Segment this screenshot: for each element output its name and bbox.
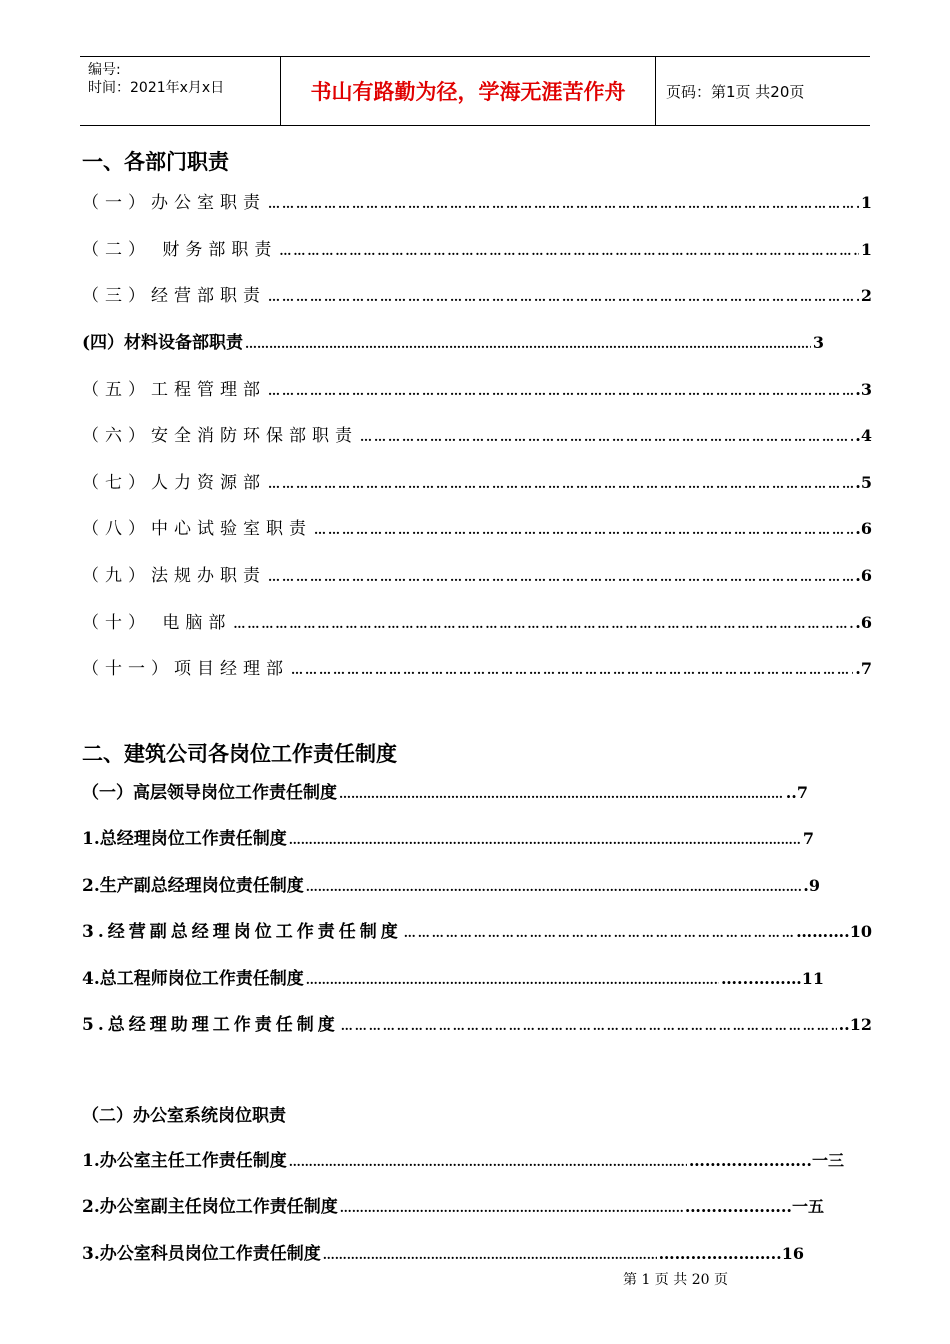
toc-leader (268, 384, 853, 398)
page-footer: 第 1 页 共 20 页 (623, 1272, 728, 1288)
toc-leader (339, 787, 784, 801)
toc-leader (268, 197, 859, 211)
toc-page: .9 (803, 876, 820, 895)
toc-entry[interactable] (82, 281, 872, 306)
toc-label: （十） 电脑部 (82, 613, 232, 633)
toc-label: 3.办公室科员岗位工作责任制度 (82, 1244, 321, 1264)
toc-page: .6 (855, 566, 872, 585)
toc-leader (245, 337, 811, 351)
toc-leader (340, 1201, 683, 1215)
toc-entry[interactable] (82, 421, 872, 446)
header-motto: 书山有路勤为径，学海无涯苦作舟 (281, 57, 656, 125)
document-header (80, 56, 870, 126)
toc-label: (四）材料设备部职责 (82, 333, 244, 353)
toc-label: （九）法规办职责 (82, 566, 266, 586)
toc-leader (291, 663, 853, 677)
toc-page: 3 (812, 333, 824, 352)
toc-leader (323, 1248, 657, 1262)
toc-entry[interactable] (82, 917, 872, 942)
toc-label: （六）安全消防环保部职责 (82, 426, 358, 446)
toc-page: ..7 (785, 783, 808, 802)
toc-label: （七）人力资源部 (82, 473, 266, 493)
toc-entry[interactable] (82, 824, 814, 849)
toc-page: 1 (860, 193, 872, 212)
toc-entry[interactable] (82, 514, 872, 539)
toc-label: 2.办公室副主任岗位工作责任制度 (82, 1197, 338, 1217)
time-label: 时间：2021年x月x日 (88, 80, 225, 96)
toc-entry[interactable] (82, 1192, 824, 1217)
toc-label: （十一）项目经理部 (82, 659, 289, 679)
toc-label: 1.总经理岗位工作责任制度 (82, 829, 287, 849)
toc-label: （一）办公室职责 (82, 193, 266, 213)
toc-entry[interactable] (82, 561, 872, 586)
toc-page: .7 (855, 659, 872, 678)
toc-leader (360, 430, 853, 444)
toc-page: .3 (855, 380, 872, 399)
section-title: 一、各部门职责 (82, 150, 229, 174)
toc-leader (306, 973, 719, 987)
toc-label: 3.经营副总经理岗位工作责任制度 (82, 922, 402, 942)
toc-entry[interactable] (82, 235, 872, 260)
header-meta (80, 57, 281, 125)
toc-page: ………………..一五 (684, 1197, 824, 1216)
toc-leader (341, 1019, 837, 1033)
toc-leader (279, 244, 858, 258)
toc-leader (233, 617, 853, 631)
toc-page: .5 (855, 473, 872, 492)
toc-page: ..12 (838, 1015, 872, 1034)
toc-entry[interactable] (82, 964, 824, 989)
toc-label: （八）中心试验室职责 (82, 519, 312, 539)
toc-leader (289, 833, 801, 847)
toc-leader (404, 926, 794, 940)
toc-leader (289, 1155, 687, 1169)
subsection-label: （二）办公室系统岗位职责 (82, 1106, 286, 1126)
toc-label: 1.办公室主任工作责任制度 (82, 1151, 287, 1171)
subsection-title (82, 1101, 872, 1126)
toc-page: .6 (855, 613, 872, 632)
toc-entry[interactable] (82, 468, 872, 493)
toc-label: 5.总经理助理工作责任制度 (82, 1015, 339, 1035)
toc-label: （三）经营部职责 (82, 286, 266, 306)
toc-label: （二） 财务部职责 (82, 240, 278, 260)
toc-page: 7 (802, 829, 814, 848)
toc-entry[interactable] (82, 188, 872, 213)
toc-page: .6 (855, 519, 872, 538)
toc-leader (268, 290, 859, 304)
toc-entry[interactable] (82, 1146, 844, 1171)
toc-page: …...………11 (721, 969, 824, 988)
toc-page: ……….10 (796, 922, 872, 941)
toc-leader (306, 880, 802, 894)
toc-entry[interactable] (82, 1010, 872, 1035)
number-label: 编号: (88, 62, 121, 78)
toc-leader (268, 570, 853, 584)
header-page-info: 页码：第1页 共20页 (666, 82, 805, 101)
toc-entry[interactable] (82, 778, 808, 803)
toc-label: 4.总工程师岗位工作责任制度 (82, 969, 304, 989)
toc-entry[interactable] (82, 654, 872, 679)
toc-label: （一）高层领导岗位工作责任制度 (82, 783, 337, 803)
toc-page: 2 (860, 286, 872, 305)
toc-leader (268, 477, 853, 491)
toc-page: …………………..一三 (688, 1151, 844, 1170)
toc-entry[interactable] (82, 608, 872, 633)
toc-page: 1 (860, 240, 872, 259)
toc-label: （五）工程管理部 (82, 380, 266, 400)
toc-label: 2.生产副总经理岗位责任制度 (82, 876, 304, 896)
toc-entry[interactable] (82, 871, 820, 896)
toc-entry[interactable] (82, 328, 824, 353)
toc-page: …………………..16 (658, 1244, 804, 1263)
toc-entry[interactable] (82, 375, 872, 400)
section-title: 二、建筑公司各岗位工作责任制度 (82, 742, 397, 766)
toc-entry[interactable] (82, 1239, 804, 1264)
toc-page: .4 (855, 426, 872, 445)
toc-leader (314, 523, 853, 537)
